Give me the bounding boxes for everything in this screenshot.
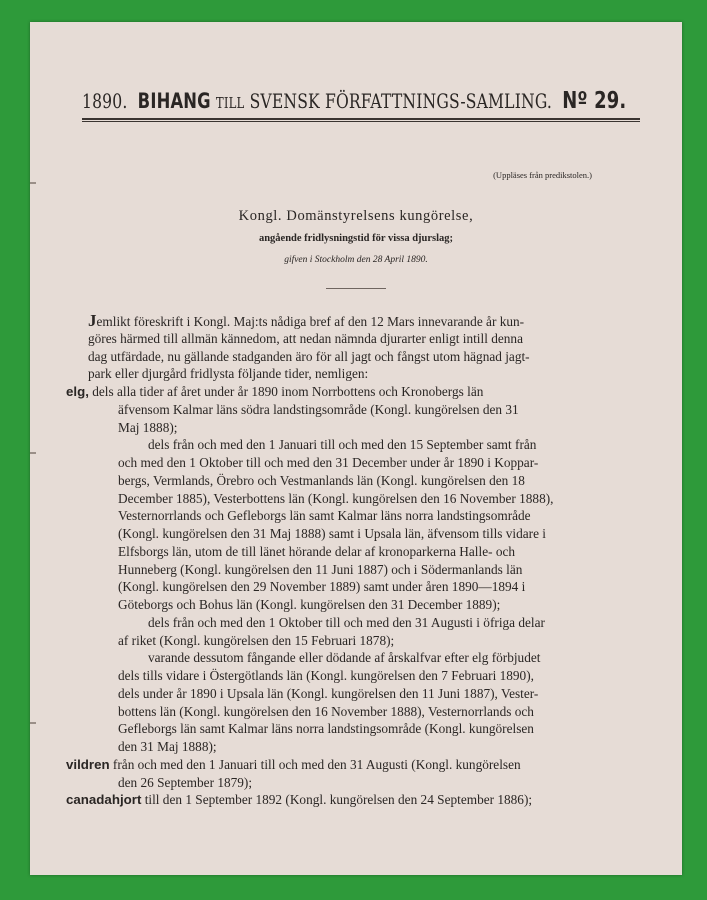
text-line: Elfsborgs län, utom de till länet hörande delar af kronoparkerna Halle- och [118, 543, 516, 559]
text-line: Hunneberg (Kongl. kungörelsen den 11 Juni 1887) och i Södermanlands län [118, 561, 523, 577]
header-till: TILL [215, 94, 245, 112]
text-line: Vesternorrlands och Gefleborgs län samt Kalmar läns norra landstingsområde [118, 508, 531, 524]
text-line: (Kongl. kungörelsen den 31 Maj 1888) samt i Upsala län, äfvensom tills vidare i [118, 526, 546, 541]
page-edge-mark [30, 452, 36, 454]
text-line: park eller djurgård fridlysta följande tider, nemligen: [88, 366, 369, 382]
ordinance-subject: angående fridlysningstid för vissa djurslag; [258, 233, 454, 244]
text-line [66, 756, 648, 774]
text-line: dels under år 1890 i Upsala län (Kongl. kungörelsen den 11 Juni 1887), Vester- [118, 685, 539, 701]
text-line: Göteborgs och Bohus län (Kongl. kungörelsen den 31 December 1889); [118, 597, 501, 612]
ordinance-body [66, 311, 648, 809]
species-term-canadahjort: canadahjort [66, 792, 142, 808]
text-line: dag utfärdade, nu gällande stadganden äro för all jagt och fångst utom hägnad jagt- [88, 348, 530, 364]
text-line: äfvensom Kalmar läns södra landstingsområde (Kongl. kungörelsen den 31 [118, 401, 519, 417]
header-bihang: BIHANG [137, 89, 211, 113]
ordinance-title: Kongl. Domänstyrelsens kungörelse, [238, 208, 474, 224]
text-line: den 26 September 1879); [118, 774, 253, 790]
text-line: och med den 1 Oktober till och med den 31 December under år 1890 i Koppar- [118, 455, 539, 470]
pulpit-note: (Uppläses från predikstolen.) [493, 170, 592, 180]
text-line [66, 791, 648, 809]
header-series: SVENSK FÖRFATTNINGS-SAMLING. [249, 89, 552, 113]
page-edge-mark [30, 722, 36, 724]
ordinance-date: gifven i Stockholm den 28 April 1890. [284, 255, 428, 265]
header-year: 1890. [82, 89, 128, 113]
text-line [66, 383, 648, 401]
text-line: December 1885), Vesterbottens län (Kongl. kungörelsen den 16 November 1888), [118, 490, 554, 506]
text-line: Gefleborgs län samt Kalmar läns norra landstingsområde (Kongl. kungörelsen [118, 721, 534, 737]
text-line: dels från och med den 1 Januari till och med den 15 September samt från [148, 437, 537, 453]
header-rule [82, 118, 640, 120]
text-line: af riket (Kongl. kungörelsen den 15 Februari 1878); [118, 632, 395, 648]
drop-cap: J [88, 311, 97, 330]
text-line: Maj 1888); [118, 419, 178, 435]
text-line: (Kongl. kungörelsen den 29 November 1889) samt under åren 1890—1894 i [118, 579, 526, 595]
vildren-first-line: från och med den 1 Januari till och med den 31 Augusti (Kongl. kungörelsen [109, 756, 521, 772]
publication-header [82, 88, 627, 114]
species-term-elg: elg, [66, 384, 89, 399]
header-rule-thin [82, 121, 640, 122]
text-line [88, 312, 648, 330]
text-line: bottens län (Kongl. kungörelsen den 16 November 1888), Vesternorrlands och [118, 703, 534, 719]
document-page [30, 22, 682, 875]
text-line: göres härmed till allmän kännedom, att nedan nämnda djurarter enligt intill denna [88, 330, 523, 346]
text-line: dels från och med den 1 Oktober till och med den 31 Augusti i öfriga delar [148, 614, 545, 630]
text-line: varande dessutom fångande eller dödande af årskalfvar efter elg förbjudet [148, 650, 541, 666]
text-line: den 31 Maj 1888); [118, 739, 217, 754]
canadahjort-first-line: till den 1 September 1892 (Kongl. kungörelsen den 24 September 1886); [141, 792, 533, 808]
page-edge-mark [30, 182, 36, 184]
text-line: dels tills vidare i Östergötlands län (Kongl. kungörelsen den 7 Februari 1890), [118, 668, 534, 683]
intro-line: emlikt föreskrift i Kongl. Maj:ts nådiga bref af den 12 Mars innevarande år kun- [96, 314, 525, 329]
header-number: Nº 29. [562, 88, 627, 114]
elg-first-line: dels alla tider af året under år 1890 inom Norrbottens och Kronobergs län [88, 384, 484, 399]
species-term-vildren: vildren [66, 756, 110, 772]
title-divider [326, 288, 386, 289]
text-line: bergs, Vermlands, Örebro och Vestmanlands län (Kongl. kungörelsen den 18 [118, 472, 525, 488]
